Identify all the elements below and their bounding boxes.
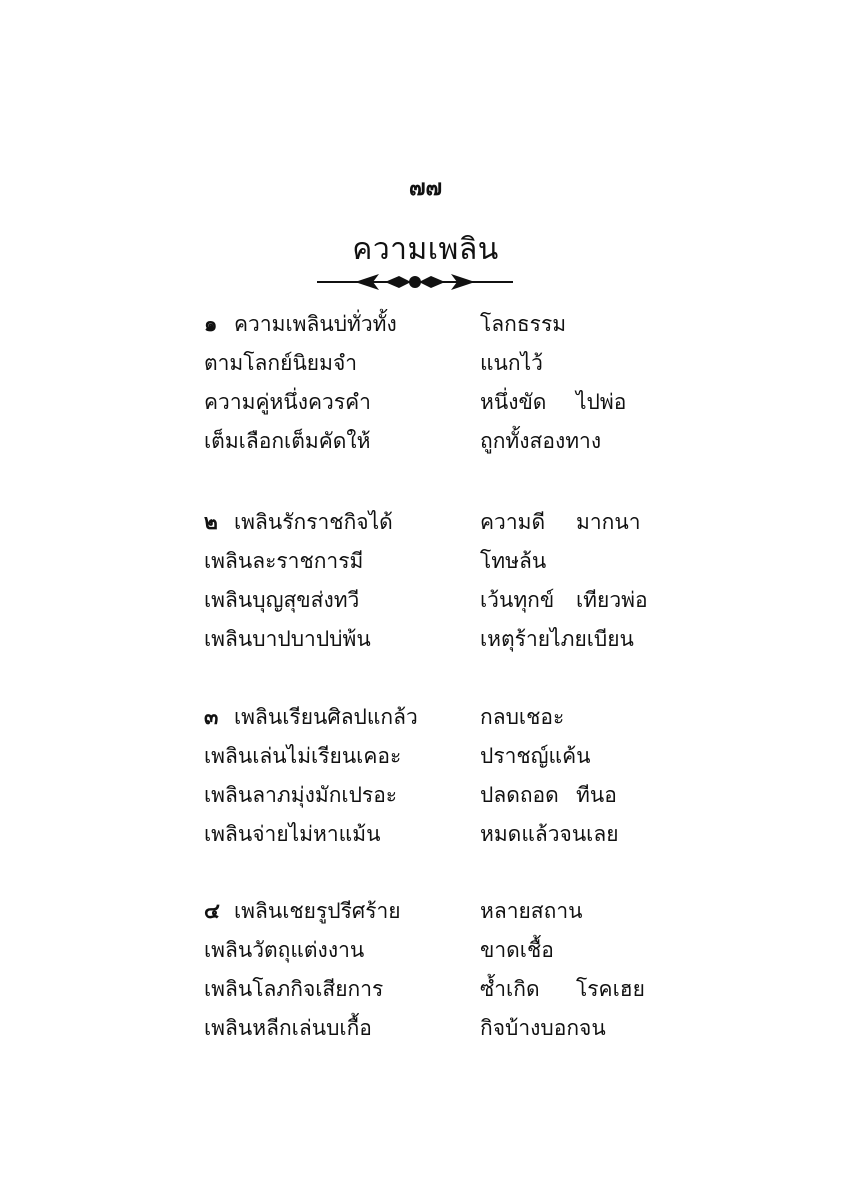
verse-right: กิจบ้างบอกจน [480,1016,606,1040]
verse-right: เว้นทุกข์ [480,588,555,612]
verse-extra: ทีนอ [576,783,617,807]
verse-right: เหตุร้ายไภยเบียน [480,627,634,651]
verse-right: แนกไว้ [480,351,543,375]
verse-right: ปลดถอด [480,783,559,807]
verse-line [204,305,704,344]
stanza-number: ๔ [204,899,220,923]
verse-right: ปราชญ์แค้น [480,744,591,768]
verse-left: ความคู่หนึ่งควรคำ [204,390,371,414]
verse-left: ตามโลกย์นิยมจำ [204,351,358,375]
stanza-2 [204,503,704,659]
verse-line [204,931,704,970]
verse-left: เพลินวัตถุแต่งงาน [204,938,365,962]
verse-right: ความดี [480,510,546,534]
verse-right: ถูกทั้งสองทาง [480,429,602,453]
verse-left: เต็มเลือกเต็มคัดให้ [204,429,371,453]
verse-extra: โรคเฮย [576,977,645,1001]
stanza-number: ๑ [204,312,218,336]
verse-left: เพลินละราชการมี [204,549,364,573]
stanza-3 [204,698,704,854]
verse-right: หนึ่งขัด [480,390,547,414]
verse-line [204,1009,704,1048]
verse-line [204,892,704,931]
verse-extra: มากนา [576,510,641,534]
verse-line [204,620,704,659]
verse-line [204,970,704,1009]
verse-left: ความเพลินบ่ทั่วทั้ง [234,312,397,336]
verse-line [204,737,704,776]
verse-right: ขาดเชื้อ [480,938,554,962]
verse-line [204,383,704,422]
poem-title: ความเพลิน [352,232,499,267]
verse-right: กลบเชอะ [480,705,565,729]
verse-right: หมดแล้วจนเลย [480,822,619,846]
verse-left: เพลินเชยรูปรีศร้าย [234,899,401,923]
page-number: ๗๗ [408,176,443,201]
verse-extra: ไปพ่อ [576,390,627,414]
verse-right: ซ้ำเกิด [480,977,540,1001]
verse-line [204,422,704,461]
verse-right: โลกธรรม [480,312,567,336]
verse-line [204,344,704,383]
verse-line [204,776,704,815]
verse-right: โทษล้น [480,549,547,573]
verse-left: เพลินโลภกิจเสียการ [204,977,384,1001]
verse-line [204,815,704,854]
verse-left: เพลินเรียนศิลปแกล้ว [234,705,418,729]
verse-left: เพลินบาปบาปบ่พ้น [204,627,371,651]
verse-left: เพลินรักราชกิจได้ [234,510,393,534]
verse-left: เพลินลาภมุ่งมักเปรอะ [204,783,398,807]
verse-left: เพลินเล่นไม่เรียนเคอะ [204,744,402,768]
verse-extra: เทียวพ่อ [576,588,648,612]
stanza-4 [204,892,704,1048]
verse-left: เพลินจ่ายไม่หาแม้น [204,822,381,846]
stanza-1 [204,305,704,461]
verse-line [204,542,704,581]
verse-left: เพลินบุญสุขส่งทวี [204,588,360,612]
stanza-number: ๒ [204,510,218,534]
verse-line [204,698,704,737]
title-ornament [315,268,515,296]
verse-line [204,581,704,620]
verse-left: เพลินหลีกเล่นบเกื้อ [204,1016,372,1040]
stanza-number: ๓ [204,705,219,729]
verse-line [204,503,704,542]
verse-right: หลายสถาน [480,899,583,923]
